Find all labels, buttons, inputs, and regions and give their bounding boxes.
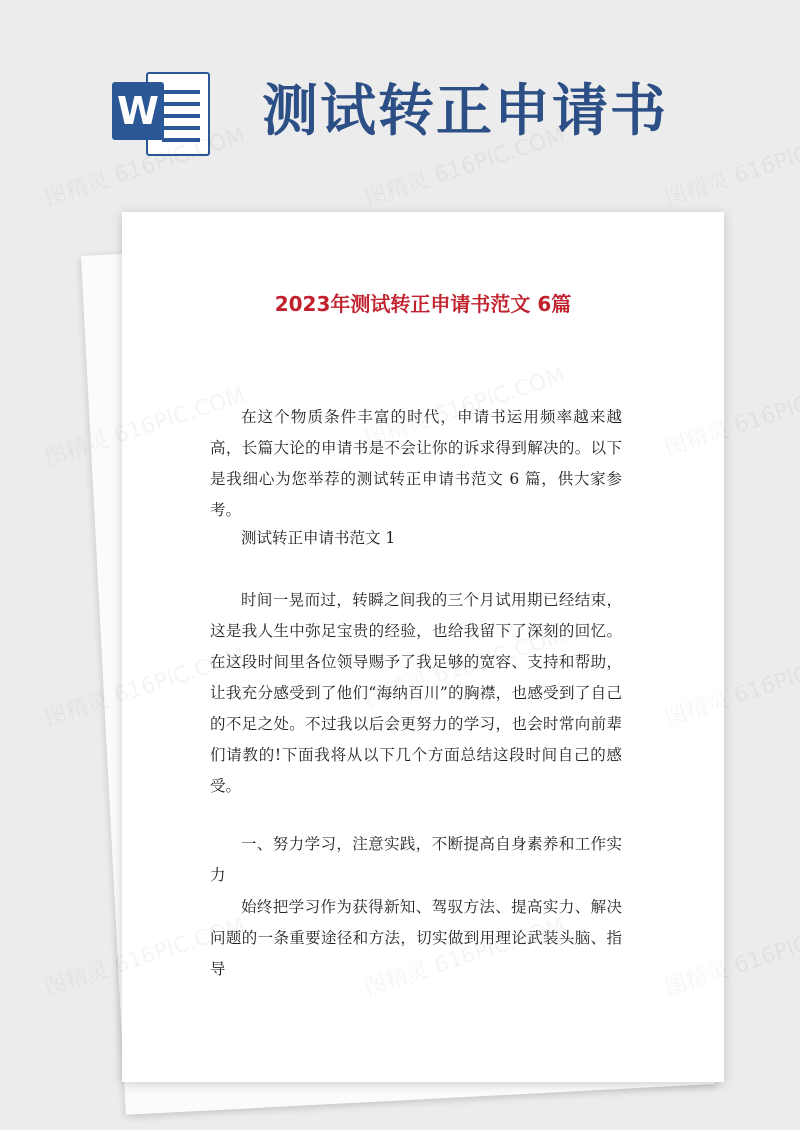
paragraph-text: 时间一晃而过，转瞬之间我的三个月试用期已经结束，这是我人生中弥足宝贵的经验，也给我留下了深刻的回忆。在这段时间里各位领导赐予了我足够的宽容、支持和帮助，让我充分感受到了他们“海纳百川”的胸襟，也感受到了自己的不足之处。不过我以后会更努力的学习，也会时常向前辈们请教的!下面我将从以下几个方面总结这段时间自己的感受。 bbox=[210, 591, 622, 795]
section-heading-1 bbox=[210, 829, 622, 891]
banner-title: 测试转正申请书 bbox=[262, 79, 668, 144]
word-logo-letter: W bbox=[112, 82, 164, 140]
paragraph-text: 一、努力学习，注意实践，不断提高自身素养和工作实力 bbox=[210, 835, 622, 884]
intro-paragraph bbox=[210, 402, 622, 526]
body-paragraph-2 bbox=[210, 892, 622, 985]
body-paragraph-1 bbox=[210, 585, 622, 802]
paragraph-text: 始终把学习作为获得新知、驾驭方法、提高实力、解决问题的一条重要途径和方法，切实做到用理论武装头脑、指导 bbox=[210, 898, 622, 978]
word-document-icon bbox=[112, 68, 212, 156]
document-title: 2023年测试转正申请书范文 6篇 bbox=[274, 292, 572, 316]
header-banner bbox=[0, 0, 800, 200]
document-page bbox=[122, 212, 724, 1082]
paragraph-text: 在这个物质条件丰富的时代，申请书运用频率越来越高，长篇大论的申请书是不会让你的诉求得到解决的。以下是我细心为您举荐的测试转正申请书范文 6 篇，供大家参考。 bbox=[210, 408, 622, 519]
paragraph-text: 测试转正申请书范文 1 bbox=[241, 529, 396, 547]
section-heading-sample-1 bbox=[210, 523, 622, 554]
